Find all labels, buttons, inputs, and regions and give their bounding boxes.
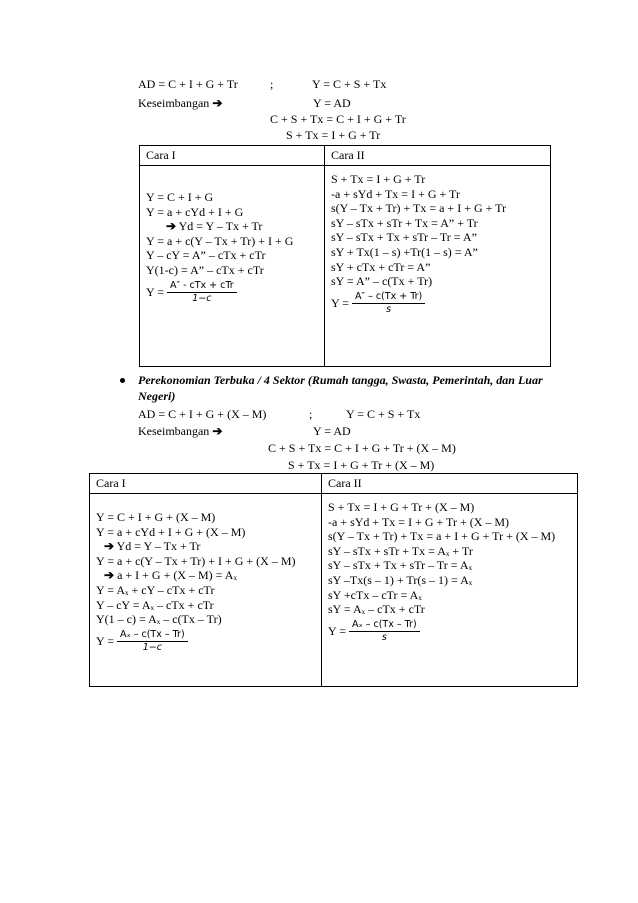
- header-cara-1: Cara I: [140, 146, 325, 166]
- header-cara-2: Cara II: [322, 474, 578, 494]
- derivation-line: a + I + G + (X – M) = Aₓ: [117, 568, 237, 583]
- equilibrium-equation-1: C + S + Tx = C + I + G + Tr: [270, 112, 406, 126]
- right-arrow-icon: ➔: [104, 539, 115, 554]
- right-arrow-icon: ➔: [212, 96, 223, 110]
- derivation-line: sY –Tx(s – 1) + Tr(s – 1) = Aₓ: [328, 572, 473, 587]
- y-equals-ad: Y = AD: [313, 424, 351, 438]
- fraction-prefix: Y =: [328, 623, 346, 638]
- derivation-line: sY – sTx + Tx + sTr – Tr = A”: [331, 230, 477, 245]
- separator: ;: [270, 77, 274, 91]
- bullet-icon: [120, 378, 125, 383]
- keseimbangan-text: Keseimbangan: [138, 96, 210, 110]
- derivation-line: s(Y – Tx + Tr) + Tx = a + I + G + Tr: [331, 201, 507, 216]
- derivation-line: Y = a + cYd + I + G: [146, 204, 244, 219]
- equilibrium-equation-2: S + Tx = I + G + Tr: [286, 128, 381, 142]
- equilibrium-equation-1: C + S + Tx = C + I + G + Tr + (X – M): [268, 441, 456, 455]
- result-fraction: [96, 629, 315, 654]
- derivation-line: Y(1-c) = A” – cTx + cTr: [146, 262, 264, 277]
- derivation-line: Y = a + cYd + I + G + (X – M): [96, 524, 246, 539]
- fraction-numerator: Aₓ – c(Tx – Tr): [349, 619, 420, 632]
- derivation-line: Y – cY = A” – cTx + cTr: [146, 248, 266, 263]
- fraction-denominator: s: [381, 631, 387, 643]
- derivation-line: Y = Aₓ + cY – cTx + cTr: [96, 582, 215, 597]
- y-equation: Y = C + S + Tx: [346, 407, 421, 421]
- derivation-line-arrow: [146, 219, 318, 234]
- fraction-prefix: Y =: [331, 295, 349, 310]
- equilibrium-equation-2: S + Tx = I + G + Tr + (X – M): [288, 458, 435, 472]
- cara-1-cell: [140, 166, 325, 367]
- derivation-table-closed: [139, 145, 551, 367]
- section-heading-open-economy: Perekonomian Terbuka / 4 Sektor (Rumah tangga, Swasta, Pemerintah, dan Luar Negeri): [138, 373, 543, 403]
- derivation-line: sY = Aₓ – cTx + cTr: [328, 602, 425, 617]
- cara-2-cell: [325, 166, 551, 367]
- keseimbangan-text: Keseimbangan: [138, 424, 210, 438]
- derivation-line: S + Tx = I + G + Tr: [331, 172, 426, 186]
- derivation-line: Y = a + c(Y – Tx + Tr) + I + G + (X – M): [96, 553, 296, 568]
- cara-1-cell: [90, 494, 322, 687]
- fraction-denominator: 1−c: [192, 292, 212, 304]
- derivation-line-arrow: [96, 539, 315, 554]
- header-cara-1: Cara I: [90, 474, 322, 494]
- fraction-prefix: Y =: [146, 284, 164, 299]
- derivation-line: sY + Tx(1 – s) +Tr(1 – s) = A”: [331, 244, 478, 259]
- fraction-denominator: 1−c: [142, 641, 162, 653]
- derivation-line: Yd = Y – Tx + Tr: [116, 539, 201, 554]
- derivation-line: Y = C + I + G: [146, 190, 214, 204]
- derivation-table-open: [89, 473, 578, 687]
- derivation-line: Y = C + I + G + (X – M): [96, 510, 216, 524]
- separator: ;: [309, 407, 313, 421]
- ad-equation: AD = C + I + G + (X – M): [138, 407, 267, 421]
- derivation-line-arrow: [96, 568, 315, 583]
- derivation-line: s(Y – Tx + Tr) + Tx = a + I + G + Tr + (X – M): [328, 529, 556, 544]
- y-equals-ad: Y = AD: [313, 96, 351, 110]
- derivation-line: sY + cTx + cTr = A”: [331, 259, 431, 274]
- ad-equation: AD = C + I + G + Tr: [138, 77, 238, 91]
- derivation-line: sY – sTx + Tx + sTr – Tr = Aₓ: [328, 558, 473, 573]
- derivation-line: sY – sTx + sTr + Tx = A” + Tr: [331, 215, 478, 230]
- fraction-denominator: s: [386, 303, 392, 315]
- right-arrow-icon: ➔: [212, 424, 223, 438]
- derivation-line: sY = A” – c(Tx + Tr): [331, 274, 433, 289]
- header-cara-2: Cara II: [325, 146, 551, 166]
- fraction-numerator: Aₓ – c(Tx – Tr): [117, 629, 188, 642]
- fraction-numerator: A″ - cTx + cTr: [167, 280, 237, 293]
- keseimbangan-label: [138, 424, 222, 438]
- derivation-line: S + Tx = I + G + Tr + (X – M): [328, 500, 475, 514]
- derivation-line: -a + sYd + Tx = I + G + Tr: [331, 186, 460, 201]
- result-fraction: [146, 280, 318, 305]
- fraction-numerator: A″ – c(Tx + Tr): [352, 291, 425, 304]
- fraction-prefix: Y =: [96, 633, 114, 648]
- derivation-line: Y(1 – c) = Aₓ – c(Tx – Tr): [96, 612, 222, 627]
- derivation-line: Y = a + c(Y – Tx + Tr) + I + G: [146, 233, 294, 248]
- derivation-line: Yd = Y – Tx + Tr: [178, 219, 263, 234]
- cara-2-cell: [322, 494, 578, 687]
- derivation-line: -a + sYd + Tx = I + G + Tr + (X – M): [328, 514, 510, 529]
- derivation-line: sY – sTx + sTr + Tx = Aₓ + Tr: [328, 543, 473, 558]
- result-fraction: [328, 619, 571, 644]
- derivation-line: Y – cY = Aₓ – cTx + cTr: [96, 597, 214, 612]
- right-arrow-icon: ➔: [166, 219, 177, 234]
- result-fraction: [331, 291, 544, 316]
- derivation-line: sY +cTx – cTr = Aₓ: [328, 587, 422, 602]
- y-equation: Y = C + S + Tx: [312, 77, 387, 91]
- right-arrow-icon: ➔: [104, 568, 115, 583]
- keseimbangan-label: [138, 96, 222, 110]
